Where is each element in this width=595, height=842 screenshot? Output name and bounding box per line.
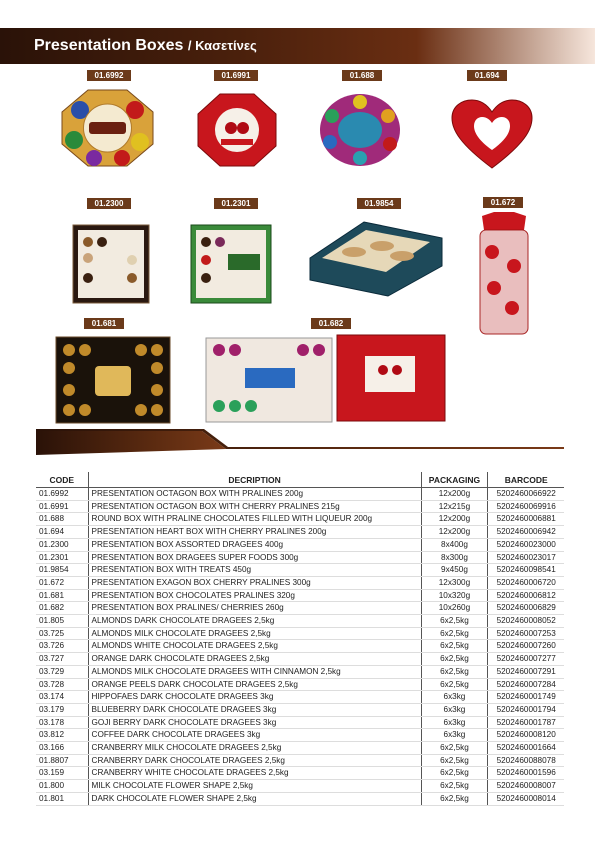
cell-code: 03.174 [36,691,88,704]
table-row [36,627,564,640]
cell-barcode: 5202460001749 [488,691,564,704]
treats-box-image [308,218,444,298]
cell-packaging: 6x3kg [421,716,488,729]
cell-packaging: 6x2,5kg [421,792,488,805]
cell-barcode: 5202460023000 [488,538,564,551]
product-code-badge: 01.682 [311,318,351,329]
cell-description: PRESENTATION BOX DRAGEES SUPER FOODS 300g [88,551,421,564]
page-title-main: Presentation Boxes [34,37,184,54]
cell-packaging: 6x2,5kg [421,754,488,767]
section-divider [36,429,564,455]
cell-code: 03.166 [36,742,88,755]
page-title [34,37,257,55]
column-header-packaging: PACKAGING [421,472,488,488]
table-row [36,754,564,767]
cell-barcode: 5202460088078 [488,754,564,767]
cell-barcode: 5202460069916 [488,500,564,513]
cell-packaging: 6x2,5kg [421,640,488,653]
hexagon-cherry-box-image [474,212,534,336]
product-code-badge: 01.688 [342,70,382,81]
cell-code: 01.694 [36,526,88,539]
table-row [36,589,564,602]
table-row [36,564,564,577]
cell-barcode: 5202460001787 [488,716,564,729]
cell-code: 03.726 [36,640,88,653]
cell-description: ALMONDS DARK CHOCOLATE DRAGEES 2,5kg [88,615,421,628]
cell-code: 01.681 [36,589,88,602]
cell-code: 01.672 [36,576,88,589]
cell-description: PRESENTATION BOX PRALINES/ CHERRIES 260g [88,602,421,615]
cell-packaging: 6x2,5kg [421,665,488,678]
cell-barcode: 5202460008120 [488,729,564,742]
cell-code: 03.729 [36,665,88,678]
cell-packaging: 6x3kg [421,691,488,704]
cell-barcode: 5202460098541 [488,564,564,577]
cell-description: DARK CHOCOLATE FLOWER SHAPE 2,5kg [88,792,421,805]
cell-barcode: 5202460008007 [488,780,564,793]
table-row [36,500,564,513]
cell-packaging: 12x200g [421,513,488,526]
cell-description: ROUND BOX WITH PRALINE CHOCOLATES FILLED WITH LIQUEUR 200g [88,513,421,526]
cell-description: CRANBERRY DARK CHOCOLATE DRAGEES 2,5kg [88,754,421,767]
cell-description: PRESENTATION EXAGON BOX CHERRY PRALINES 300g [88,576,421,589]
cell-code: 01.8807 [36,754,88,767]
cell-packaging: 9x450g [421,564,488,577]
product-code-badge: 01.2300 [87,198,131,209]
pralines-cherries-box-image [205,334,447,424]
dragees-box-image [72,224,150,304]
cell-packaging: 12x200g [421,488,488,501]
cell-barcode: 5202460006881 [488,513,564,526]
cell-packaging: 6x2,5kg [421,678,488,691]
chocolates-box-image [55,336,171,424]
table-row [36,551,564,564]
superfoods-box-image [190,224,272,304]
table-row [36,488,564,501]
table-row [36,678,564,691]
cell-description: PRESENTATION HEART BOX WITH CHERRY PRALINES 200g [88,526,421,539]
table-row [36,742,564,755]
cell-code: 01.2300 [36,538,88,551]
column-header-description: DECRIPTION [88,472,421,488]
cell-description: ORANGE DARK CHOCOLATE DRAGEES 2,5kg [88,653,421,666]
cell-code: 03.179 [36,703,88,716]
cell-packaging: 6x2,5kg [421,742,488,755]
cell-code: 01.688 [36,513,88,526]
table-row [36,653,564,666]
cell-barcode: 5202460006720 [488,576,564,589]
cell-description: ALMONDS MILK CHOCOLATE DRAGEES WITH CINNAMON 2,5kg [88,665,421,678]
cell-packaging: 6x3kg [421,703,488,716]
cell-code: 01.801 [36,792,88,805]
cell-packaging: 12x300g [421,576,488,589]
cell-code: 01.6991 [36,500,88,513]
cell-barcode: 5202460006829 [488,602,564,615]
cell-barcode: 5202460006812 [488,589,564,602]
product-code-badge: 01.672 [483,197,523,208]
table-row [36,792,564,805]
products-table [36,472,564,806]
cell-code: 03.728 [36,678,88,691]
heart-box-image [450,98,534,170]
cell-barcode: 5202460001794 [488,703,564,716]
cell-barcode: 5202460007260 [488,640,564,653]
table-row [36,640,564,653]
table-row [36,576,564,589]
cell-barcode: 5202460008014 [488,792,564,805]
cell-packaging: 8x300g [421,551,488,564]
octagon-pralines-box-image [60,88,155,168]
cell-barcode: 5202460001596 [488,767,564,780]
octagon-cherry-box-image [196,92,278,168]
cell-description: MILK CHOCOLATE FLOWER SHAPE 2,5kg [88,780,421,793]
cell-description: COFFEE DARK CHOCOLATE DRAGEES 3kg [88,729,421,742]
table-row [36,513,564,526]
cell-code: 01.6992 [36,488,88,501]
cell-barcode: 5202460007277 [488,653,564,666]
table-row [36,691,564,704]
column-header-code: CODE [36,472,88,488]
page-title-greek: / Κασετίνες [187,38,257,53]
cell-description: BLUEBERRY DARK CHOCOLATE DRAGEES 3kg [88,703,421,716]
cell-description: PRESENTATION BOX WITH TREATS 450g [88,564,421,577]
cell-code: 03.725 [36,627,88,640]
column-header-barcode: BARCODE [488,472,564,488]
cell-packaging: 8x400g [421,538,488,551]
cell-barcode: 5202460001664 [488,742,564,755]
round-pralines-box-image [318,92,402,168]
cell-packaging: 6x3kg [421,729,488,742]
table-row [36,665,564,678]
table-row [36,526,564,539]
cell-description: GOJI BERRY DARK CHOCOLATE DRAGEES 3kg [88,716,421,729]
cell-packaging: 6x2,5kg [421,627,488,640]
table-row [36,602,564,615]
cell-description: ALMONDS MILK CHOCOLATE DRAGEES 2,5kg [88,627,421,640]
cell-packaging: 10x320g [421,589,488,602]
cell-barcode: 5202460006942 [488,526,564,539]
table-row [36,767,564,780]
cell-packaging: 6x2,5kg [421,780,488,793]
cell-barcode: 5202460007253 [488,627,564,640]
cell-code: 03.727 [36,653,88,666]
cell-barcode: 5202460007284 [488,678,564,691]
table-row [36,538,564,551]
cell-packaging: 6x2,5kg [421,653,488,666]
product-code-badge: 01.2301 [214,198,258,209]
cell-code: 01.805 [36,615,88,628]
cell-description: PRESENTATION BOX ASSORTED DRAGEES 400g [88,538,421,551]
cell-description: PRESENTATION BOX CHOCOLATES PRALINES 320g [88,589,421,602]
cell-code: 01.9854 [36,564,88,577]
cell-code: 03.812 [36,729,88,742]
cell-code: 03.159 [36,767,88,780]
cell-description: PRESENTATION OCTAGON BOX WITH PRALINES 200g [88,488,421,501]
cell-description: PRESENTATION OCTAGON BOX WITH CHERRY PRALINES 215g [88,500,421,513]
cell-code: 01.2301 [36,551,88,564]
cell-barcode: 5202460023017 [488,551,564,564]
product-code-badge: 01.6991 [214,70,258,81]
table-row [36,780,564,793]
cell-code: 03.178 [36,716,88,729]
product-code-badge: 01.9854 [357,198,401,209]
cell-description: HIPPOFAES DARK CHOCOLATE DRAGEES 3kg [88,691,421,704]
product-code-badge: 01.6992 [87,70,131,81]
cell-description: ORANGE PEELS DARK CHOCOLATE DRAGEES 2,5kg [88,678,421,691]
product-code-badge: 01.681 [84,318,124,329]
table-header-row [36,472,564,488]
cell-packaging: 12x215g [421,500,488,513]
cell-code: 01.682 [36,602,88,615]
cell-barcode: 5202460007291 [488,665,564,678]
table-row [36,716,564,729]
table-row [36,729,564,742]
cell-packaging: 6x2,5kg [421,615,488,628]
cell-packaging: 10x260g [421,602,488,615]
cell-packaging: 6x2,5kg [421,767,488,780]
cell-code: 01.800 [36,780,88,793]
cell-description: CRANBERRY MILK CHOCOLATE DRAGEES 2,5kg [88,742,421,755]
table-body [36,488,564,806]
cell-packaging: 12x200g [421,526,488,539]
cell-description: CRANBERRY WHITE CHOCOLATE DRAGEES 2,5kg [88,767,421,780]
table-row [36,615,564,628]
cell-barcode: 5202460008052 [488,615,564,628]
product-code-badge: 01.694 [467,70,507,81]
cell-description: ALMONDS WHITE CHOCOLATE DRAGEES 2,5kg [88,640,421,653]
table-row [36,703,564,716]
cell-barcode: 5202460066922 [488,488,564,501]
